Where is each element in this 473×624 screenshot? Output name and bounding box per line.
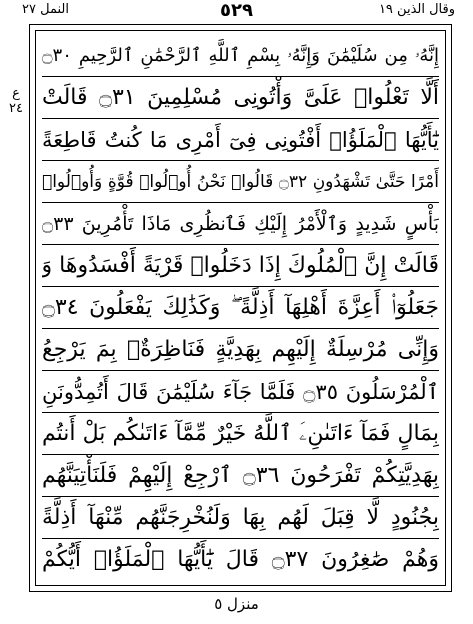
surah-name: النمل ٢٧ bbox=[22, 2, 69, 17]
page-header bbox=[0, 0, 473, 26]
text-line-13: وَهُمْ صَٰغِرُونَ ۝٣٧ قَالَ يَٰٓأَيُّهَا ٱلْمَلَؤُا۟ أَيُّكُمْ bbox=[42, 547, 439, 572]
text-line-2: أَلَّا تَعْلُوا۟ عَلَىَّ وَأْتُونِى مُسْلِمِينَ ۝٣١ قَالَتْ bbox=[42, 85, 439, 110]
quran-text-block bbox=[42, 34, 439, 582]
manzil-footer: منزل ٥ bbox=[214, 595, 259, 613]
ruku-marker: ع ٢٤ bbox=[9, 86, 23, 116]
text-line-11: بِهَدِيَّتِكُمْ تَفْرَحُونَ ۝٣٦ ٱرْجِعْ إِلَيْهِمْ فَلَنَأْتِيَنَّهُم bbox=[42, 463, 439, 488]
text-line-10: بِمَالٍ فَمَآ ءَاتَىٰنِۦَ ٱللَّهُ خَيْرٌ مِّمَّآ ءَاتَىٰكُم بَلْ أَنتُم bbox=[42, 421, 439, 446]
text-line-9: ٱلْمُرْسَلُونَ ۝٣٥ فَلَمَّا جَآءَ سُلَيْمَٰنَ قَالَ أَتُمِدُّونَنِ bbox=[42, 380, 439, 404]
text-line-3: يَٰٓأَيُّهَا ٱلْمَلَؤُا۟ أَفْتُونِى فِىٓ أَمْرِى مَا كُنتُ قَاطِعَةً bbox=[42, 128, 439, 152]
text-line-1: إِنَّهُۥ مِن سُلَيْمَٰنَ وَإِنَّهُۥ بِسْمِ ٱللَّهِ ٱلرَّحْمَٰنِ ٱلرَّحِيمِ ۝٣٠ bbox=[42, 45, 439, 66]
text-line-5: بَأْسٍ شَدِيدٍ وَٱلْأَمْرُ إِلَيْكِ فَٱنظُرِى مَاذَا تَأْمُرِينَ ۝٣٣ bbox=[42, 213, 439, 235]
text-line-4: أَمْرًا حَتَّىٰ تَشْهَدُونِ ۝٣٢ قَالُوا۟ نَحْنُ أُو۟لُوا۟ قُوَّةٍ وَأُو۟لُوا۟ bbox=[42, 172, 439, 192]
page-number: ٥٢٩ bbox=[220, 0, 253, 21]
juz-name: وقال الذين ١٩ bbox=[378, 2, 455, 17]
text-line-12: بِجُنُودٍ لَّا قِبَلَ لَهُم بِهَا وَلَنُخْرِجَنَّهُم مِّنْهَآ أَذِلَّةً bbox=[42, 505, 439, 530]
text-line-7: جَعَلُوٓا۟ أَعِزَّةَ أَهْلِهَآ أَذِلَّةً ۖ وَكَذَٰلِكَ يَفْعَلُونَ ۝٣٤ bbox=[42, 295, 439, 320]
text-line-6: قَالَتْ إِنَّ ٱلْمُلُوكَ إِذَا دَخَلُوا۟ قَرْيَةً أَفْسَدُوهَا وَ bbox=[42, 253, 439, 278]
text-line-8: وَإِنِّى مُرْسِلَةٌ إِلَيْهِم بِهَدِيَّةٍ فَنَاظِرَةٌۢ بِمَ يَرْجِعُ bbox=[42, 337, 439, 362]
